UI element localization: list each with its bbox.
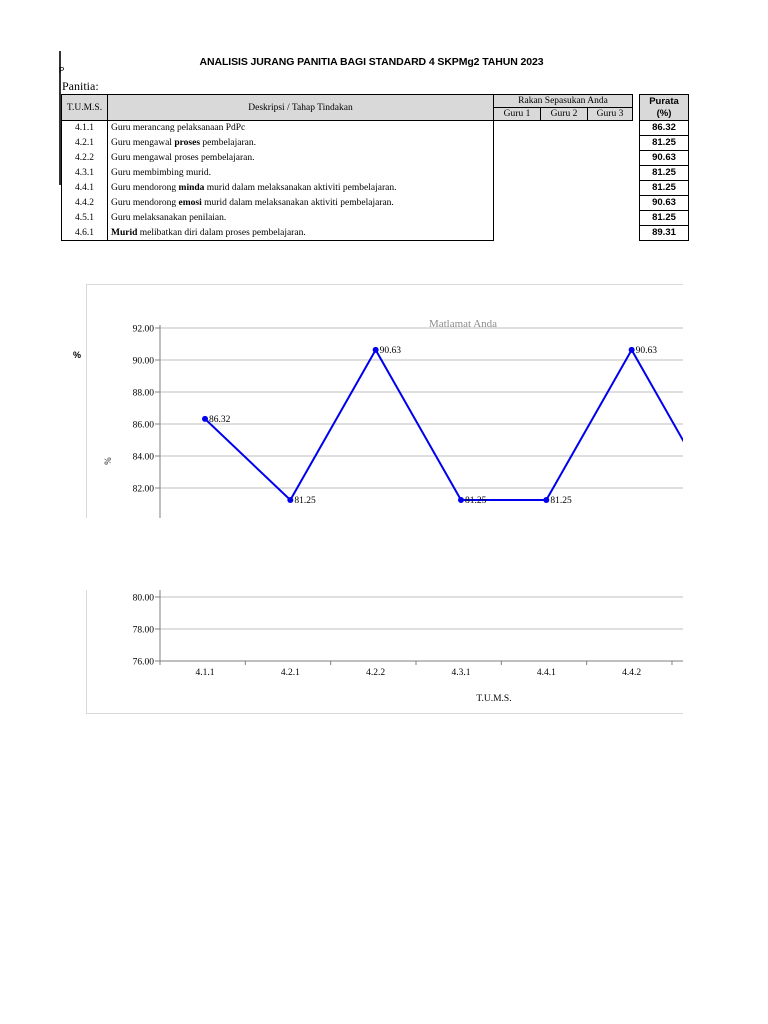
data-point (287, 497, 293, 503)
guru-1-cell (494, 151, 541, 166)
data-point (629, 347, 635, 353)
header-guru-2: Guru 2 (541, 108, 588, 121)
panitia-label: Panitia: (62, 79, 99, 93)
guru-1-cell (494, 166, 541, 181)
desc-text-post: murid dalam melaksanakan aktiviti pembelajaran. (204, 183, 397, 193)
data-label: 81.25 (464, 496, 487, 506)
desc-text-bold: emosi (178, 198, 202, 208)
table-row (62, 196, 689, 211)
row-description (108, 211, 494, 226)
desc-text-post: murid dalam melaksanakan aktiviti pembelajaran. (201, 198, 394, 208)
header-purata (640, 95, 689, 121)
row-description (108, 136, 494, 151)
header-purata-line2: (%) (656, 107, 672, 119)
row-purata: 81.25 (640, 181, 689, 196)
data-point (373, 347, 379, 353)
data-label: 81.25 (550, 496, 572, 506)
x-axis-label: T.U.M.S. (476, 694, 512, 704)
header-deskripsi: Deskripsi / Tahap Tindakan (108, 95, 494, 121)
series-line (205, 350, 683, 500)
desc-text-pre: Guru melaksanakan penilaian. (111, 213, 227, 223)
line-chart-top (87, 285, 683, 518)
row-description (108, 121, 494, 136)
desc-text-bold: Murid (111, 227, 138, 238)
analysis-table (61, 94, 689, 241)
guru-1-cell (494, 226, 541, 241)
guru-3-cell (588, 166, 633, 181)
row-purata: 86.32 (640, 121, 689, 136)
y-tick-label: 90.00 (132, 356, 154, 367)
data-point (202, 416, 208, 422)
row-code: 4.3.1 (62, 166, 108, 181)
guru-1-cell (494, 181, 541, 196)
y-tick-label: 88.00 (132, 388, 154, 399)
row-description (108, 151, 494, 166)
data-label: 90.63 (379, 345, 402, 356)
desc-text-pre: Guru mendorong (111, 198, 179, 208)
row-purata: 89.31 (640, 226, 689, 241)
desc-text-post: melibatkan diri dalam proses pembelajaran. (137, 227, 306, 238)
y-tick-label: 92.00 (132, 324, 154, 335)
desc-text-pre: Guru mengawal (111, 138, 175, 148)
guru-1-cell (494, 211, 541, 226)
table-row (62, 181, 689, 196)
chart-panel-bottom (86, 590, 683, 714)
chart-panel-top (86, 284, 683, 518)
header-tums: T.U.M.S. (62, 95, 108, 121)
outer-percent-label: % (73, 350, 82, 360)
guru-3-cell (588, 181, 633, 196)
guru-2-cell (541, 211, 588, 226)
guru-3-cell (588, 196, 633, 211)
row-purata: 81.25 (640, 211, 689, 226)
guru-2-cell (541, 181, 588, 196)
desc-text-pre: Guru mengawal proses pembelajaran. (111, 153, 255, 163)
data-label: 86.32 (209, 414, 231, 425)
desc-text-pre: Guru merancang pelaksanaan PdPc (111, 123, 246, 134)
row-description (108, 196, 494, 211)
y-tick-label: 80.00 (132, 593, 154, 604)
line-chart-bottom (87, 590, 683, 713)
guru-2-cell (541, 151, 588, 166)
guru-1-cell (494, 121, 541, 136)
y-tick-label: 78.00 (132, 625, 154, 636)
guru-3-cell (588, 136, 633, 151)
left-marker: P (59, 66, 65, 75)
row-code: 4.2.1 (62, 136, 108, 151)
row-code: 4.6.1 (62, 226, 108, 241)
desc-text-pre: Guru mendorong (111, 183, 179, 193)
guru-2-cell (541, 226, 588, 241)
guru-2-cell (541, 166, 588, 181)
table-row (62, 151, 689, 166)
guru-1-cell (494, 196, 541, 211)
y-tick-label: 86.00 (132, 420, 154, 431)
y-tick-label: 82.00 (132, 484, 154, 495)
x-tick-label: 4.1.1 (195, 668, 215, 678)
table-row (62, 136, 689, 151)
header-guru-3: Guru 3 (588, 108, 633, 121)
data-label: 81.25 (294, 496, 316, 506)
desc-text-post: pembelajaran. (200, 138, 256, 148)
table-row (62, 226, 689, 241)
header-guru-1: Guru 1 (494, 108, 541, 121)
table-row (62, 166, 689, 181)
data-point (543, 497, 549, 503)
y-tick-label: 76.00 (132, 657, 154, 668)
table-row (62, 121, 689, 136)
row-description (108, 166, 494, 181)
header-purata-line1: Purata (649, 95, 679, 107)
row-description (108, 226, 494, 241)
y-tick-label: 84.00 (132, 452, 154, 463)
row-purata: 81.25 (640, 166, 689, 181)
guru-2-cell (541, 196, 588, 211)
row-code: 4.1.1 (62, 121, 108, 136)
guru-2-cell (541, 136, 588, 151)
desc-text-pre: Guru membimbing murid. (111, 168, 212, 178)
x-tick-label: 4.2.1 (280, 668, 300, 678)
header-rakan: Rakan Sepasukan Anda (494, 95, 633, 108)
guru-3-cell (588, 121, 633, 136)
row-purata: 90.63 (640, 196, 689, 211)
data-point (458, 497, 464, 503)
row-code: 4.2.2 (62, 151, 108, 166)
row-purata: 90.63 (640, 151, 689, 166)
desc-text-bold: proses (174, 138, 201, 148)
x-tick-label: 4.4.2 (622, 668, 642, 678)
document-title: ANALISIS JURANG PANITIA BAGI STANDARD 4 SKPMg2 TAHUN 2023 (199, 56, 544, 68)
guru-3-cell (588, 226, 633, 241)
x-tick-label: 4.4.1 (536, 668, 556, 678)
row-description (108, 181, 494, 196)
guru-2-cell (541, 121, 588, 136)
table-row (62, 211, 689, 226)
row-code: 4.4.1 (62, 181, 108, 196)
y-axis-label: % (103, 457, 113, 465)
guru-1-cell (494, 136, 541, 151)
data-label: 90.63 (635, 345, 658, 356)
row-code: 4.4.2 (62, 196, 108, 211)
chart-title: Matlamat Anda (428, 318, 498, 330)
row-code: 4.5.1 (62, 211, 108, 226)
guru-3-cell (588, 211, 633, 226)
guru-3-cell (588, 151, 633, 166)
desc-text-bold: minda (178, 183, 205, 193)
row-purata: 81.25 (640, 136, 689, 151)
x-tick-label: 4.3.1 (451, 668, 471, 678)
x-tick-label: 4.2.2 (366, 668, 386, 678)
